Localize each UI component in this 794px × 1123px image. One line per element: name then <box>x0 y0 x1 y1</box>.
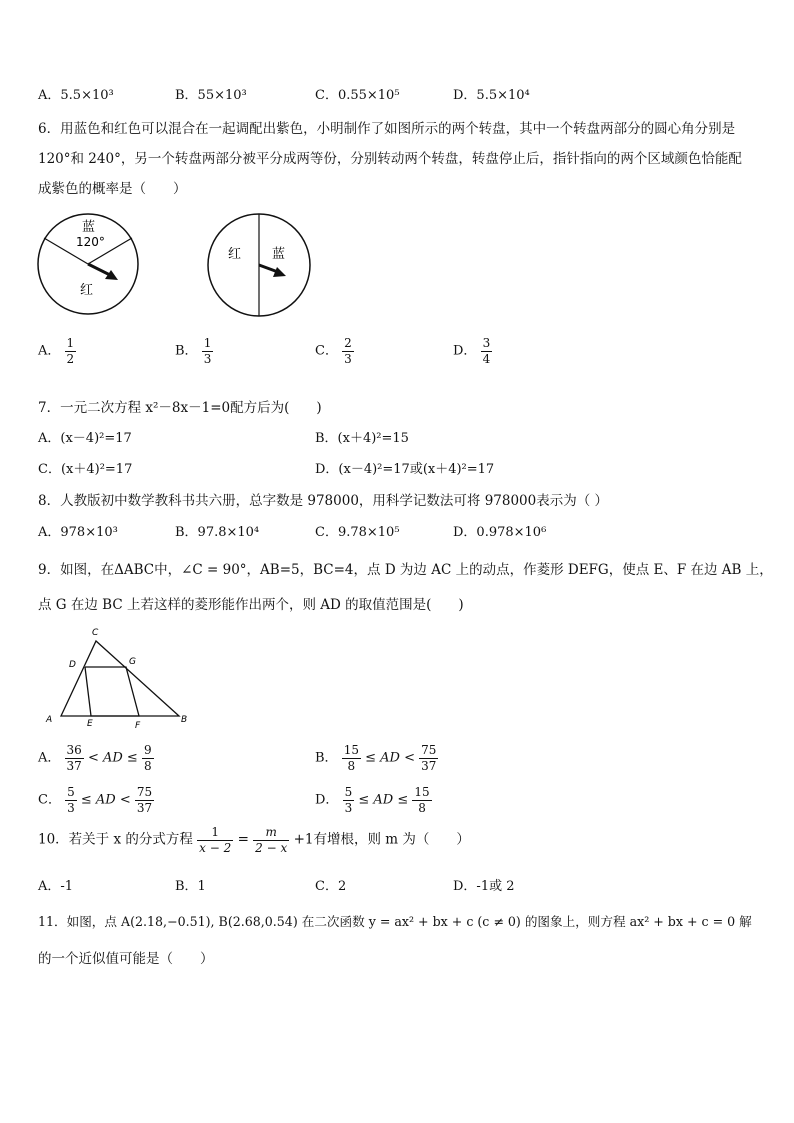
denominator: 8 <box>418 800 426 815</box>
numerator: 36 <box>66 743 82 757</box>
label-e: E <box>87 719 93 729</box>
option-letter: A． <box>38 750 61 766</box>
q9-option-b <box>315 744 438 772</box>
denominator: 4 <box>482 351 491 366</box>
denominator: 8 <box>143 758 152 773</box>
option-letter: B． <box>315 750 338 766</box>
denominator: 3 <box>344 351 352 366</box>
spinner2-right-label: 蓝 <box>272 247 286 262</box>
fraction <box>202 337 214 365</box>
q10-option-b: B．1 <box>175 879 206 894</box>
inequality: < AD ≤ <box>87 750 138 766</box>
numerator: 5 <box>344 785 353 799</box>
q6-stem-line3: 成紫色的概率是（ ） <box>38 181 187 197</box>
label-d: D <box>69 660 76 670</box>
q6-option-a <box>38 337 76 365</box>
denominator: 37 <box>421 758 437 773</box>
numerator: 75 <box>136 785 153 799</box>
numerator: 2 <box>344 336 352 350</box>
q6-spinners-figure <box>34 208 314 318</box>
q6-stem-line1: 6．用蓝色和红色可以混合在一起调配出紫色，小明制作了如图所示的两个转盘，其中一个转盘两部分的圆心角分别是 <box>38 121 736 137</box>
option-letter: D． <box>453 343 477 359</box>
numerator: 9 <box>143 743 152 757</box>
spinner-1 <box>38 214 138 314</box>
q8-option-d: D．0.978×10⁶ <box>453 525 547 540</box>
label-a: A <box>46 715 53 725</box>
label-f: F <box>135 721 141 731</box>
spinner1-bottom-label: 红 <box>80 283 94 298</box>
fraction <box>65 786 77 814</box>
denominator: 3 <box>67 800 75 815</box>
q5-option-a: A．5.5×10³ <box>38 88 114 103</box>
fraction <box>142 744 154 772</box>
denominator: 3 <box>203 351 212 366</box>
spinner1-angle-label: 120° <box>76 235 105 249</box>
q9-stem-line2: 点 G 在边 BC 上若这样的菱形能作出两个，则 AD 的取值范围是( ) <box>38 597 464 613</box>
q8-stem: 8．人教版初中数学教科书共六册，总字数是 978000，用科学记数法可将 978000表示为（ ） <box>38 493 609 509</box>
denominator: 2 − x <box>255 840 288 855</box>
q6-option-d <box>453 337 492 365</box>
option-letter: B． <box>175 343 198 359</box>
denominator: x − 2 <box>199 840 232 855</box>
q7-option-d: D．(x－4)²=17或(x＋4)²=17 <box>315 462 495 477</box>
numerator: 5 <box>67 785 75 799</box>
option-letter: C． <box>315 343 338 359</box>
inequality: ≤ AD < <box>80 792 131 808</box>
spinner1-top-label: 蓝 <box>82 220 96 235</box>
option-letter: A． <box>38 343 61 359</box>
fraction <box>342 337 354 365</box>
denominator: 37 <box>66 758 82 773</box>
option-letter: C． <box>38 792 61 808</box>
numerator: 1 <box>66 336 75 350</box>
q8-option-a: A．978×10³ <box>38 525 118 540</box>
q9-triangle-figure <box>40 622 200 732</box>
q7-option-c: C．(x＋4)²=17 <box>38 462 133 477</box>
equals-sign: = <box>237 831 249 848</box>
q7-option-b: B．(x＋4)²=15 <box>315 431 409 446</box>
fraction <box>197 826 233 854</box>
fraction <box>65 337 77 365</box>
label-b: B <box>181 715 188 725</box>
q5-option-b: B．55×10³ <box>175 88 247 103</box>
q11-stem-line1: 11．如图，点 A(2.18,−0.51), B(2.68,0.54) 在二次函数 y = ax² + bx + c (c ≠ 0) 的图象上，则方程 ax² + bx + c = 0 解 <box>38 914 752 929</box>
fraction <box>65 744 84 772</box>
denominator: 37 <box>136 800 153 815</box>
fraction <box>342 744 361 772</box>
q10-option-d: D．-1或 2 <box>453 879 515 894</box>
denominator: 2 <box>66 351 75 366</box>
q9-stem-line1: 9．如图，在ΔABC中，∠C = 90°，AB=5，BC=4，点 D 为边 AC 上的动点，作菱形 DEFG，使点 E、F 在边 AB 上， <box>38 562 773 578</box>
numerator: 15 <box>414 785 430 799</box>
q10-suffix: +1有增根，则 m 为（ ） <box>293 831 470 848</box>
spinner2-left-label: 红 <box>228 247 242 262</box>
fraction <box>253 826 289 854</box>
q9-option-c <box>38 786 154 814</box>
inequality: ≤ AD ≤ <box>358 792 409 808</box>
q10-option-c: C．2 <box>315 879 347 894</box>
numerator: 1 <box>203 336 212 350</box>
fraction <box>419 744 438 772</box>
numerator: m <box>253 826 289 841</box>
denominator: 3 <box>344 800 353 815</box>
q11-stem-line2: 的一个近似值可能是（ ） <box>38 951 214 967</box>
q10-option-a: A．-1 <box>38 879 74 894</box>
q6-stem-line2: 120°和 240°，另一个转盘两部分被平分成两等份，分别转动两个转盘，转盘停止后，指针指向的两个区域颜色恰能配 <box>38 151 742 167</box>
fraction <box>412 786 431 814</box>
q7-stem: 7．一元二次方程 x²－8x－1=0配方后为( ) <box>38 400 322 416</box>
q8-option-b: B．97.8×10⁴ <box>175 525 260 540</box>
numerator: 15 <box>343 743 359 757</box>
numerator: 75 <box>421 743 437 757</box>
q5-option-d: D．5.5×10⁴ <box>453 88 530 103</box>
q6-option-b <box>175 337 213 365</box>
label-c: C <box>92 628 99 638</box>
q10-stem <box>38 826 470 854</box>
numerator: 1 <box>197 826 233 841</box>
option-letter: D． <box>315 792 339 808</box>
q10-prefix: 10．若关于 x 的分式方程 <box>38 831 193 848</box>
fraction <box>343 786 355 814</box>
denominator: 8 <box>347 758 356 773</box>
spinner-2 <box>208 214 310 316</box>
fraction <box>135 786 154 814</box>
q8-option-c: C．9.78×10⁵ <box>315 525 400 540</box>
numerator: 3 <box>482 336 491 350</box>
q9-option-a <box>38 744 154 772</box>
q7-option-a: A．(x－4)²=17 <box>38 431 132 446</box>
q9-option-d <box>315 786 432 814</box>
fraction <box>481 337 493 365</box>
label-g: G <box>129 657 136 667</box>
q6-option-c <box>315 337 354 365</box>
inequality: ≤ AD < <box>365 750 415 766</box>
q5-option-c: C．0.55×10⁵ <box>315 88 400 103</box>
